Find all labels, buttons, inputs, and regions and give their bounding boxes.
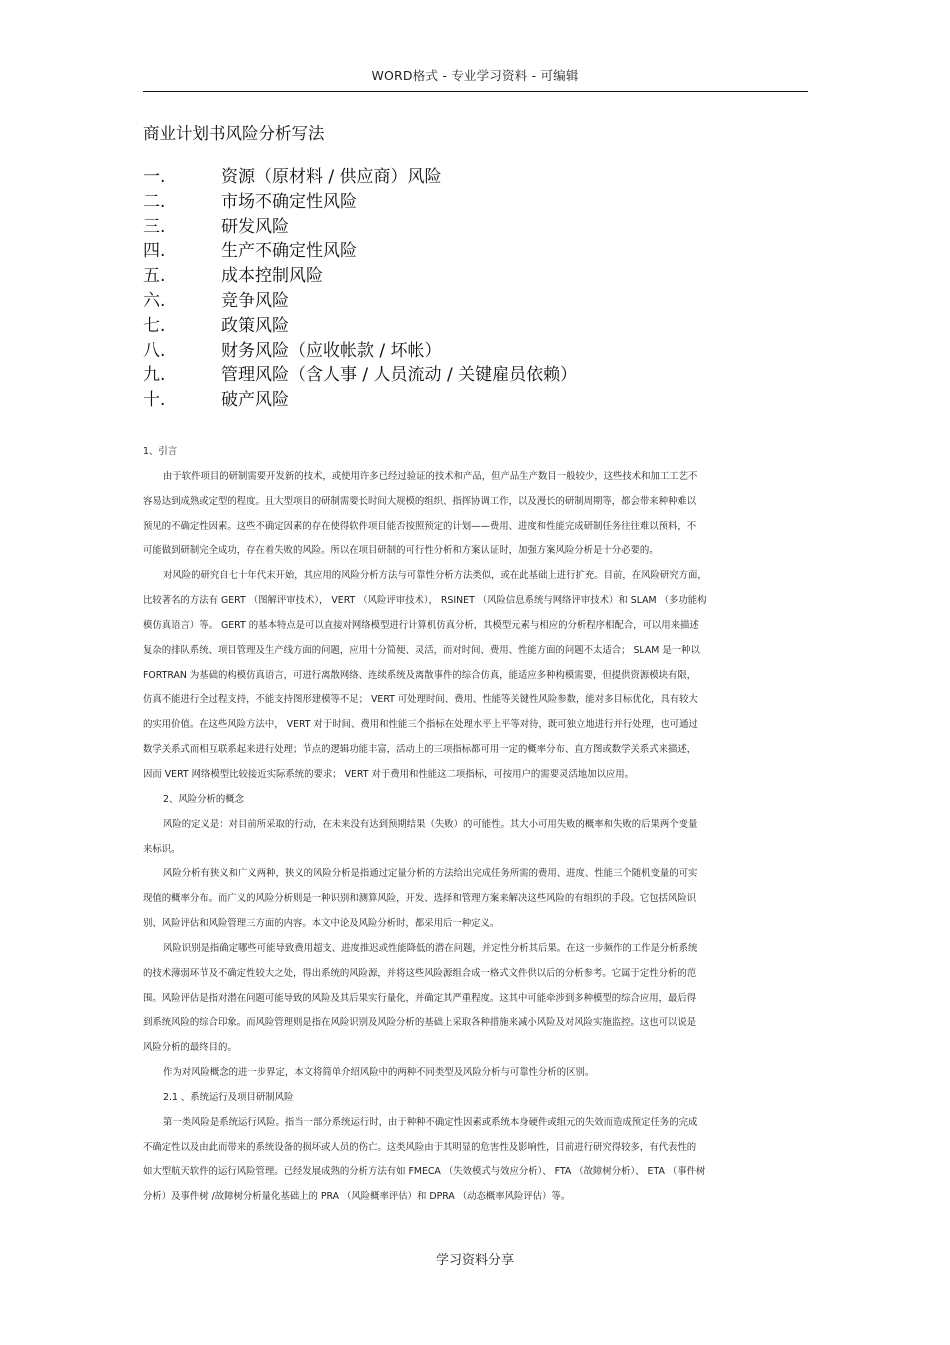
body-line: 作为对风险概念的进一步界定，本文将简单介绍风险中的两种不同类型及风险分析与可靠性分析的区别。	[163, 1067, 595, 1079]
list-item-label: 政策风险	[221, 315, 289, 336]
page-header: WORD格式 - 专业学习资料 - 可编辑	[371, 68, 579, 83]
document-body	[143, 440, 805, 1210]
list-item	[143, 239, 803, 264]
list-item	[143, 363, 803, 388]
page-footer: 学习资料分享	[435, 1253, 514, 1268]
body-line: 因而 VERT 网络模型比较接近实际系统的要求； VERT 对于费用和性能这二项指标，可按用户的需要灵活地加以应用。	[143, 768, 634, 780]
section-heading: 2.1 、系统运行及项目研制风险	[163, 1091, 294, 1103]
body-line: 风险识别是指确定哪些可能导致费用超支、进度推迟或性能降低的潜在问题，并定性分析其后果。在这一步频作的工作是分析系统	[163, 942, 698, 954]
section-heading: 1、引言	[143, 446, 178, 457]
list-item-number: 五.	[143, 266, 166, 287]
list-item-label: 资源（原材料 / 供应商）风险	[221, 167, 442, 187]
risk-list	[143, 165, 803, 413]
list-item-label: 生产不确定性风险	[221, 241, 357, 262]
body-line: 仿真不能进行全过程支持，不能支持图形建模等不足； VERT 可处理时间、费用、性能等关键性风险参数，能对多目标优化，具有较大	[143, 694, 698, 706]
list-item-label: 财务风险（应收帐款 / 坏帐）	[221, 340, 442, 361]
list-item-label: 成本控制风险	[221, 266, 323, 287]
list-item	[143, 264, 803, 289]
body-line: 容易达到成熟或定型的程度。且大型项目的研制需要长时间大规模的组织、指挥协调工作，以及漫长的研制周期等，都会带来种种难以	[143, 495, 697, 507]
list-item-number: 十.	[143, 390, 166, 411]
body-line: 风险分析有狭义和广义两种，狭义的风险分析是指通过定量分析的方法给出完成任务所需的费用、进度、性能三个随机变量的可实	[163, 868, 698, 880]
list-item-label: 研发风险	[221, 216, 289, 237]
list-item	[143, 289, 803, 314]
body-line: 的技术薄弱环节及不确定性较大之处，得出系统的风险源，并将这些风险源组合成一格式文件供以后的分析参考。它属于定性分析的范	[143, 967, 697, 979]
list-item	[143, 190, 803, 215]
body-line: 风险分析的最终目的。	[143, 1042, 237, 1054]
list-item	[143, 165, 803, 190]
list-item-number: 三.	[143, 216, 166, 237]
list-item-number: 八.	[143, 340, 166, 361]
body-line: 来标识。	[143, 843, 181, 855]
list-item-number: 二.	[143, 191, 166, 212]
list-item	[143, 314, 803, 339]
header-divider	[143, 91, 808, 92]
body-line: 比较著名的方法有 GERT （图解评审技术）， VERT （风险评审技术）， RSINET （风险信息系统与网络评审技术）和 SLAM （多功能构	[143, 595, 707, 607]
list-item-number: 一.	[143, 167, 166, 187]
body-line: 不确定性以及由此而带来的系统设备的损坏或人员的伤亡。这类风险由于其明显的危害性及影响性，目前进行研究得较多，有代表性的	[143, 1141, 697, 1153]
list-item	[143, 339, 803, 364]
list-item	[143, 388, 803, 413]
body-line: 的实用价值。在这些风险方法中， VERT 对于时间、费用和性能三个指标在处理水平上平等对待，既可独立地进行并行处理，也可通过	[143, 719, 698, 731]
body-line: 风险的定义是：对目前所采取的行动，在未来没有达到预期结果（失败）的可能性。其大小可用失败的概率和失败的后果两个变量	[163, 818, 698, 830]
body-line: 围。风险评估是指对潜在问题可能导致的风险及其后果实行量化，并确定其严重程度。这其中可能牵涉到多种模型的综合应用，最后得	[143, 992, 697, 1004]
list-item-number: 九.	[143, 365, 166, 386]
list-item	[143, 215, 803, 240]
body-line: 数学关系式而相互联系起来进行处理；节点的逻辑功能丰富，活动上的三项指标都可用一定的概率分布、直方图或数学关系式来描述，	[143, 744, 697, 756]
list-item-number: 七.	[143, 315, 166, 336]
list-item-label: 破产风险	[221, 390, 289, 411]
list-item-number: 六.	[143, 290, 166, 311]
body-line: 对风险的研究自七十年代末开始，其应用的风险分析方法与可靠性分析方法类似，或在此基础上进行扩充。目前，在风险研究方面，	[163, 570, 707, 582]
body-line: 现值的概率分布。而广义的风险分析则是一种识别和测算风险，开发、选择和管理方案来解决这些风险的有组织的手段。它包括风险识	[143, 893, 697, 905]
body-line: 到系统风险的综合印象。而风险管理则是指在风险识别及风险分析的基础上采取各种措施来减小风险及对风险实施监控。这也可以说是	[143, 1017, 697, 1029]
body-line: FORTRAN 为基础的构模仿真语言，可进行离散网络、连续系统及离散事件的综合仿真，能适应多种构模需要，但提供资源模块有限，	[143, 669, 697, 681]
body-line: 预见的不确定性因素。这些不确定因素的存在使得软件项目能否按照预定的计划——费用、进度和性能完成研制任务往往难以预料，不	[143, 520, 697, 532]
list-item-label: 市场不确定性风险	[221, 191, 357, 212]
body-line: 别、风险评估和风险管理三方面的内容。本文中论及风险分析时，都采用后一种定义。	[143, 918, 500, 930]
body-line: 可能做到研制完全成功，存在着失败的风险。所以在项目研制的可行性分析和方案认证时，加强方案风险分析是十分必要的。	[143, 545, 659, 557]
body-line: 如大型航天软件的运行风险管理。已经发展成熟的分析方法有如 FMECA （失效模式与效应分析）、 FTA （故障树分析）、 ETA （事件树	[143, 1166, 706, 1178]
body-line: 复杂的排队系统、项目管理及生产线方面的问题，应用十分简便、灵活，而对时间、费用、性能方面的问题不太适合； SLAM 是一种以	[143, 644, 700, 656]
section-heading: 2、风险分析的概念	[163, 793, 244, 805]
list-item-label: 管理风险（含人事 / 人员流动 / 关键雇员依赖）	[221, 365, 578, 386]
body-line: 分析）及事件树 /故障树分析量化基础上的 PRA （风险概率评估）和 DPRA （动态概率风险评估）等。	[143, 1191, 571, 1203]
body-line: 第一类风险是系统运行风险。指当一部分系统运行时，由于种种不确定性因素或系统本身硬件或组元的失效而造成预定任务的完成	[163, 1116, 698, 1128]
body-line: 模仿真语言）等。 GERT 的基本特点是可以直接对网络模型进行计算机仿真分析，其模型元素与相应的分析程序相配合，可以用来描述	[143, 619, 699, 631]
list-item-number: 四.	[143, 241, 166, 262]
list-item-label: 竞争风险	[221, 290, 289, 311]
body-line: 由于软件项目的研制需要开发新的技术，或使用许多已经过验证的技术和产品，但产品生产数目一般较少，这些技术和加工工艺不	[163, 470, 698, 482]
document-title: 商业计划书风险分析写法	[143, 124, 325, 143]
